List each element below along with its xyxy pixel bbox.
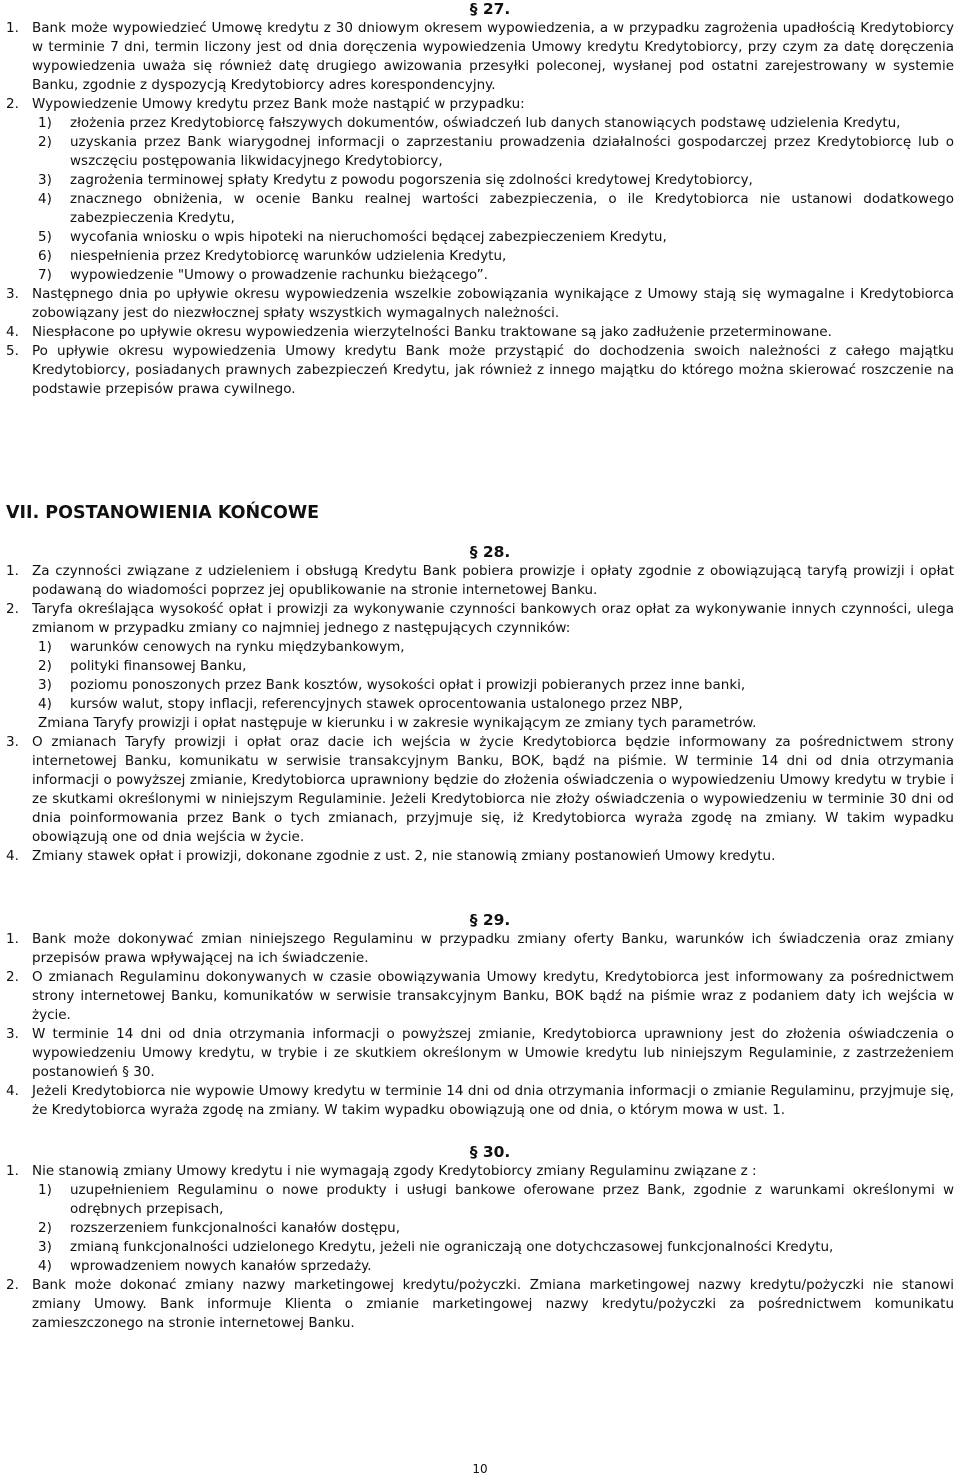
paragraph: 1. Bank może dokonywać zmian niniejszego Regulaminu w przypadku zmiany oferty Banku, warunków ich świadczenia oraz zmiany przepisów prawa wpływającej na ich świadczenie. xyxy=(6,931,954,966)
section-27 xyxy=(0,0,960,399)
paragraph: 1. Za czynności związane z udzieleniem i obsługą Kredytu Bank pobiera prowizje i opłaty zgodnie z obowiązującą taryfą prowizji i opłat podawaną do wiadomości poprzez jej opublikowanie na stronie internetowej Banku. xyxy=(6,563,954,598)
paragraph: 3. W terminie 14 dni od dnia otrzymania informacji o powyższej zmianie, Kredytobiorca uprawniony jest do złożenia oświadczenia o wypowiedzeniu Umowy kredytu, w trybie i ze skutkiem określonym w Umowie kredytu lub niniejszym Regulaminie, z zastrzeżeniem postanowień § 30. xyxy=(6,1026,954,1080)
paragraph: 4. Zmiany stawek opłat i prowizji, dokonane zgodnie z ust. 2, nie stanowią zmiany postanowień Umowy kredytu. xyxy=(6,848,776,864)
list-item: 6) niespełnienia przez Kredytobiorcę warunków udzielenia Kredytu, xyxy=(38,248,507,264)
page-number: 10 xyxy=(472,1462,488,1476)
paragraph: 5. Po upływie okresu wypowiedzenia Umowy kredytu Bank może przystąpić do dochodzenia swoich należności z całego majątku Kredytobiorcy, posiadanych prawnych zabezpieczeń Kredytu, jak również z innego majątku do którego można skierować roszczenie na podstawie przepisów prawa cywilnego. xyxy=(6,343,954,397)
chapter xyxy=(0,503,960,523)
paragraph: 2. Bank może dokonać zmiany nazwy marketingowej kredytu/pożyczki. Zmiana marketingowej nazwy kredytu/pożyczki nie stanowi zmiany Umowy. Bank informuje Klienta o zmianie marketingowej nazwy kredytu/pożyczki za pośrednictwem komunikatu zamieszczonego na stronie internetowej Banku. xyxy=(6,1277,954,1331)
paragraph: 1. Nie stanowią zmiany Umowy kredytu i nie wymagają zgody Kredytobiorcy zmiany Regulaminu związane z : xyxy=(6,1163,757,1179)
section-28 xyxy=(0,543,960,866)
section-heading: § 28. xyxy=(469,543,511,561)
list-item: 4) wprowadzeniem nowych kanałów sprzedaży. xyxy=(38,1258,372,1274)
list-item: 1) uzupełnieniem Regulaminu o nowe produkty i usługi bankowe oferowane przez Bank, zgodnie z warunkami określonymi w odrębnych przepisach, xyxy=(38,1182,954,1217)
list-item: 2) rozszerzeniem funkcjonalności kanałów dostępu, xyxy=(38,1220,401,1236)
list-item: 1) złożenia przez Kredytobiorcę fałszywych dokumentów, oświadczeń lub danych stanowiących podstawę udzielenia Kredytu, xyxy=(38,115,901,131)
list-item: 5) wycofania wniosku o wpis hipoteki na nieruchomości będącej zabezpieczeniem Kredytu, xyxy=(38,229,667,245)
paragraph: 3. O zmianach Taryfy prowizji i opłat oraz dacie ich wejścia w życie Kredytobiorca będzie informowany za pośrednictwem strony internetowej Banku, komunikatu w serwisie transakcyjnym Banku, BOK, bądź na piśmie. W terminie 14 dni od dnia otrzymania informacji o powyższej zmianie, Kredytobiorca uprawniony będzie do złożenia oświadczenia o wypowiedzeniu Umowy kredytu w trybie i ze skutkami określonymi w niniejszym Regulaminie. Jeżeli Kredytobiorca nie złoży oświadczenia o wypowiedzeniu w terminie 30 dni od dnia poinformowania przez Bank o tych zmianach, przyjmuje się, iż Kredytobiorca wyraża zgodę na zmiany. W takim wypadku obowiązują one od dnia wejścia w życie. xyxy=(6,734,954,845)
list-item: 1) warunków cenowych na rynku międzybankowym, xyxy=(38,639,405,655)
paragraph: 4. Niespłacone po upływie okresu wypowiedzenia wierzytelności Banku traktowane są jako zadłużenie przeterminowane. xyxy=(6,324,832,340)
list-item: 2) polityki finansowej Banku, xyxy=(38,658,247,674)
chapter-title: VII. POSTANOWIENIA KOŃCOWE xyxy=(6,503,320,523)
list-item: 3) zmianą funkcjonalności udzielonego Kredytu, jeżeli nie ograniczają one dotychczasowej funkcjonalności Kredytu, xyxy=(38,1239,834,1255)
list-item: 3) zagrożenia terminowej spłaty Kredytu z powodu pogorszenia się zdolności kredytowej Kredytobiorcy, xyxy=(38,172,753,188)
list-item: 7) wypowiedzenie "Umowy o prowadzenie rachunku bieżącego”. xyxy=(38,267,488,283)
paragraph: 2. Wypowiedzenie Umowy kredytu przez Bank może nastąpić w przypadku: xyxy=(6,96,525,112)
paragraph: 4. Jeżeli Kredytobiorca nie wypowie Umowy kredytu w terminie 14 dni od dnia otrzymania informacji o zmianie Regulaminu, przyjmuje się, że Kredytobiorca wyraża zgodę na zmiany. W takim wypadku obowiązują one od dnia, o którym mowa w ust. 1. xyxy=(6,1083,954,1118)
paragraph: 2. Taryfa określająca wysokość opłat i prowizji za wykonywanie czynności bankowych oraz opłat za wykonywanie innych czynności, ulega zmianom w przypadku zmiany co najmniej jednego z następujących czynników: xyxy=(6,601,954,636)
section-29 xyxy=(0,911,960,1120)
section-heading: § 27. xyxy=(469,0,511,18)
paragraph: 2. O zmianach Regulaminu dokonywanych w czasie obowiązywania Umowy kredytu, Kredytobiorca jest informowany za pośrednictwem strony internetowej Banku, komunikatów w serwisie transakcyjnym Banku, BOK bądź na piśmie wraz z podaniem daty ich wejścia w życie. xyxy=(6,969,954,1023)
list-item: 4) kursów walut, stopy inflacji, referencyjnych stawek oprocentowania ustalonego przez NBP, xyxy=(38,696,683,712)
list-item: 3) poziomu ponoszonych przez Bank kosztów, wysokości opłat i prowizji pobieranych przez inne banki, xyxy=(38,677,746,693)
section-heading: § 30. xyxy=(469,1143,511,1161)
paragraph: 3. Następnego dnia po upływie okresu wypowiedzenia wszelkie zobowiązania wynikające z Umowy stają się wymagalne i Kredytobiorca zobowiązany jest do niezwłocznej spłaty wszystkich wymagalnych należności. xyxy=(6,286,954,321)
section-30 xyxy=(0,1143,960,1333)
list-item: 2) uzyskania przez Bank wiarygodnej informacji o zaprzestaniu prowadzenia działalności gospodarczej przez Kredytobiorcę lub o wszczęciu postępowania likwidacyjnego Kredytobiorcy, xyxy=(38,134,954,169)
list-item: 4) znacznego obniżenia, w ocenie Banku realnej wartości zabezpieczenia, o ile Kredytobiorca nie ustanowi dodatkowego zabezpieczenia Kredytu, xyxy=(38,191,954,226)
paragraph-continuation: Zmiana Taryfy prowizji i opłat następuje w kierunku i w zakresie wynikającym ze zmiany tych parametrów. xyxy=(38,715,757,731)
paragraph: 1. Bank może wypowiedzieć Umowę kredytu z 30 dniowym okresem wypowiedzenia, a w przypadku zagrożenia upadłością Kredytobiorcy w terminie 7 dni, termin liczony jest od dnia doręczenia wypowiedzenia Umowy kredytu Kredytobiorcy, przy czym za datę doręczenia wypowiedzenia uważa się również datę drugiego awizowania przesyłki poleconej, wysłanej pod ostatni zarejestrowany w systemie Banku, zgodnie z dyspozycją Kredytobiorcy adres korespondencyjny. xyxy=(6,20,954,93)
section-heading: § 29. xyxy=(469,911,511,929)
